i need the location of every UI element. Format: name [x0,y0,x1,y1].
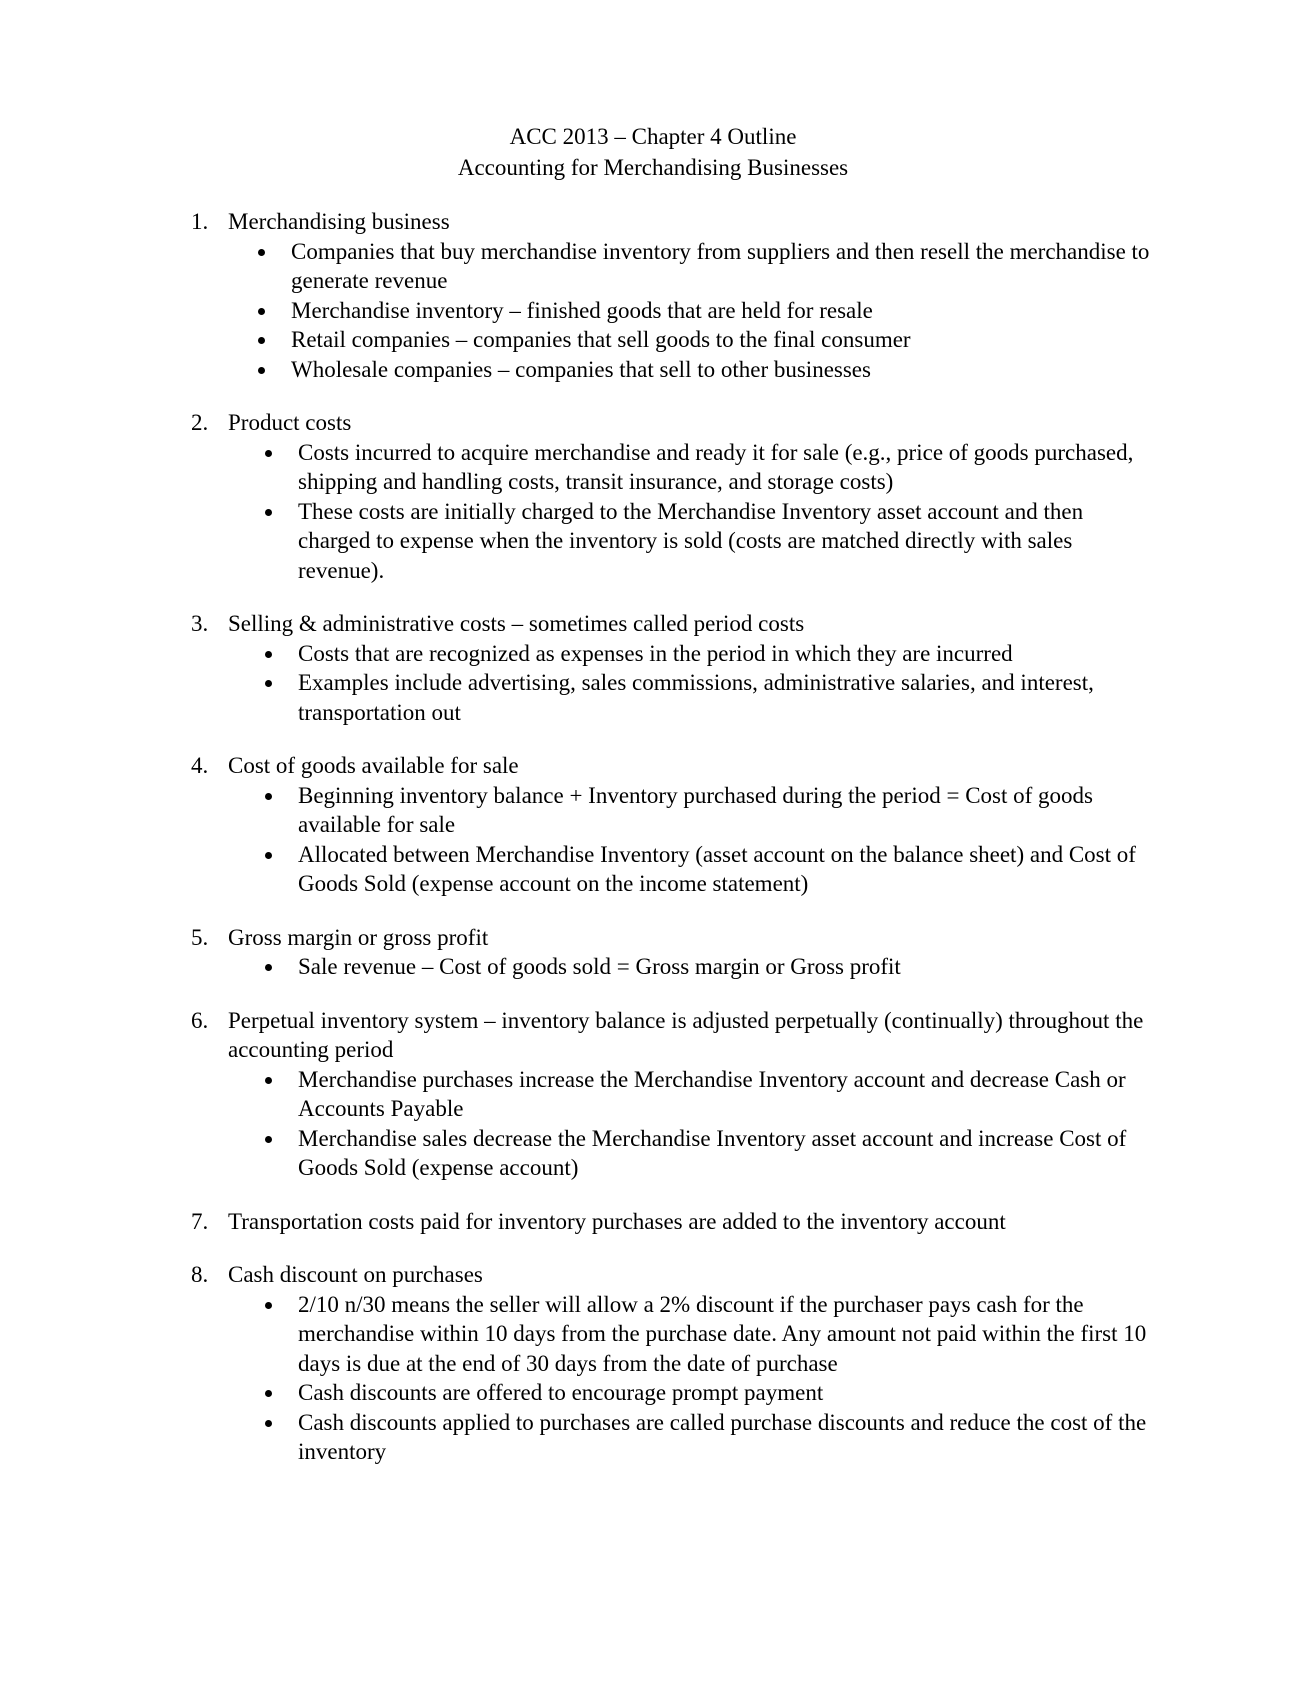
bullet-text: Merchandise sales decrease the Merchandise Inventory asset account and increase Cost of Goods Sold (expense account) [298,1125,1127,1180]
outline-section [191,1207,1151,1237]
outline-section [191,923,1151,982]
bullet-item [298,1408,1151,1467]
bullet-dot-icon [265,509,272,516]
section-heading: Gross margin or gross profit [228,924,489,950]
bullet-dot-icon [265,450,272,457]
section-number: 7. [191,1208,209,1234]
bullet-item [298,781,1151,840]
bullet-text: Cash discounts are offered to encourage prompt payment [298,1380,824,1405]
bullet-dot-icon [265,964,272,971]
bullet-item [298,952,1151,982]
bullet-list [228,952,1151,982]
bullet-item [298,497,1151,586]
bullet-item [298,668,1151,727]
outline-section [191,609,1151,727]
bullet-item [298,1378,1151,1408]
section-heading: Cash discount on purchases [228,1262,483,1287]
bullet-item [291,325,1151,355]
section-number: 5. [191,924,209,950]
section-number: 4. [191,753,209,778]
bullet-dot-icon [265,1077,272,1084]
bullet-text: Examples include advertising, sales commissions, administrative salaries, and interest, transportation out [298,670,1094,725]
bullet-dot-icon [258,308,265,315]
bullet-dot-icon [265,1302,272,1309]
section-number: 6. [191,1007,209,1033]
outline-section [191,1260,1151,1467]
bullet-item [291,237,1151,296]
outline-list [191,207,1151,1491]
section-number: 8. [191,1262,209,1287]
document-subtitle: Accounting for Merchandising Businesses [457,155,849,180]
section-heading: Merchandising business [228,209,450,234]
bullet-text: Retail companies – companies that sell goods to the final consumer [291,327,911,352]
section-heading: Transportation costs paid for inventory purchases are added to the inventory account [228,1208,1006,1234]
bullet-text: Costs that are recognized as expenses in the period in which they are incurred [298,640,1013,666]
bullet-dot-icon [265,793,272,800]
bullet-item [298,840,1151,899]
bullet-text: Cash discounts applied to purchases are called purchase discounts and reduce the cost of the inventory [298,1409,1147,1464]
bullet-text: These costs are initially charged to the Merchandise Inventory asset account and then charged to expense when the inventory is sold (costs are matched directly with sales revenue). [298,498,1084,583]
bullet-text: Allocated between Merchandise Inventory (asset account on the balance sheet) and Cost of Goods Sold (expense account on the income statement) [298,841,1136,896]
bullet-item [298,1124,1151,1183]
document-title: ACC 2013 – Chapter 4 Outline [509,124,797,149]
outline-section [191,751,1151,899]
bullet-list [228,781,1151,899]
bullet-dot-icon [265,1420,272,1427]
bullet-dot-icon [265,852,272,859]
bullet-text: Sale revenue – Cost of goods sold = Gross margin or Gross profit [298,954,901,979]
bullet-text: Costs incurred to acquire merchandise and ready it for sale (e.g., price of goods purchased, shipping and handling costs, transit insurance, and storage costs) [298,439,1134,494]
section-heading: Product costs [228,410,352,435]
bullet-dot-icon [258,249,265,256]
bullet-text: Beginning inventory balance + Inventory purchased during the period = Cost of goods available for sale [298,782,1093,837]
outline-section [191,207,1151,384]
bullet-item [298,1290,1151,1379]
bullet-dot-icon [265,1390,272,1397]
section-number: 3. [191,611,209,636]
bullet-list [228,639,1151,728]
outline-section [191,1006,1151,1183]
bullet-text: Companies that buy merchandise inventory from suppliers and then resell the merchandise to generate revenue [291,238,1150,293]
bullet-text: Wholesale companies – companies that sell to other businesses [291,356,871,382]
bullet-list [228,1290,1151,1467]
section-heading: Selling & administrative costs – sometimes called period costs [228,611,805,636]
bullet-item [298,639,1151,669]
section-number: 2. [191,410,209,435]
bullet-item [291,296,1151,326]
section-number: 1. [191,209,209,234]
section-heading: Cost of goods available for sale [228,753,519,778]
bullet-text: Merchandise purchases increase the Merchandise Inventory account and decrease Cash or Accounts Payable [298,1066,1126,1121]
bullet-text: 2/10 n/30 means the seller will allow a 2% discount if the purchaser pays cash for the merchandise within 10 days from the purchase date. Any amount not paid within the first 10 days is due at the end of 30 days from the date of purchase [298,1291,1147,1376]
bullet-item [291,355,1151,385]
section-heading: Perpetual inventory system – inventory balance is adjusted perpetually (continually) throughout the accounting period [228,1007,1144,1062]
bullet-list [228,438,1151,586]
outline-section [191,408,1151,585]
bullet-list [228,237,1151,385]
bullet-item [298,1065,1151,1124]
bullet-dot-icon [258,367,265,374]
bullet-dot-icon [265,651,272,658]
bullet-list [228,1065,1151,1183]
bullet-dot-icon [265,1136,272,1143]
document-header [0,121,1306,183]
bullet-dot-icon [258,337,265,344]
bullet-item [298,438,1151,497]
bullet-text: Merchandise inventory – finished goods that are held for resale [291,297,873,323]
bullet-dot-icon [265,680,272,687]
